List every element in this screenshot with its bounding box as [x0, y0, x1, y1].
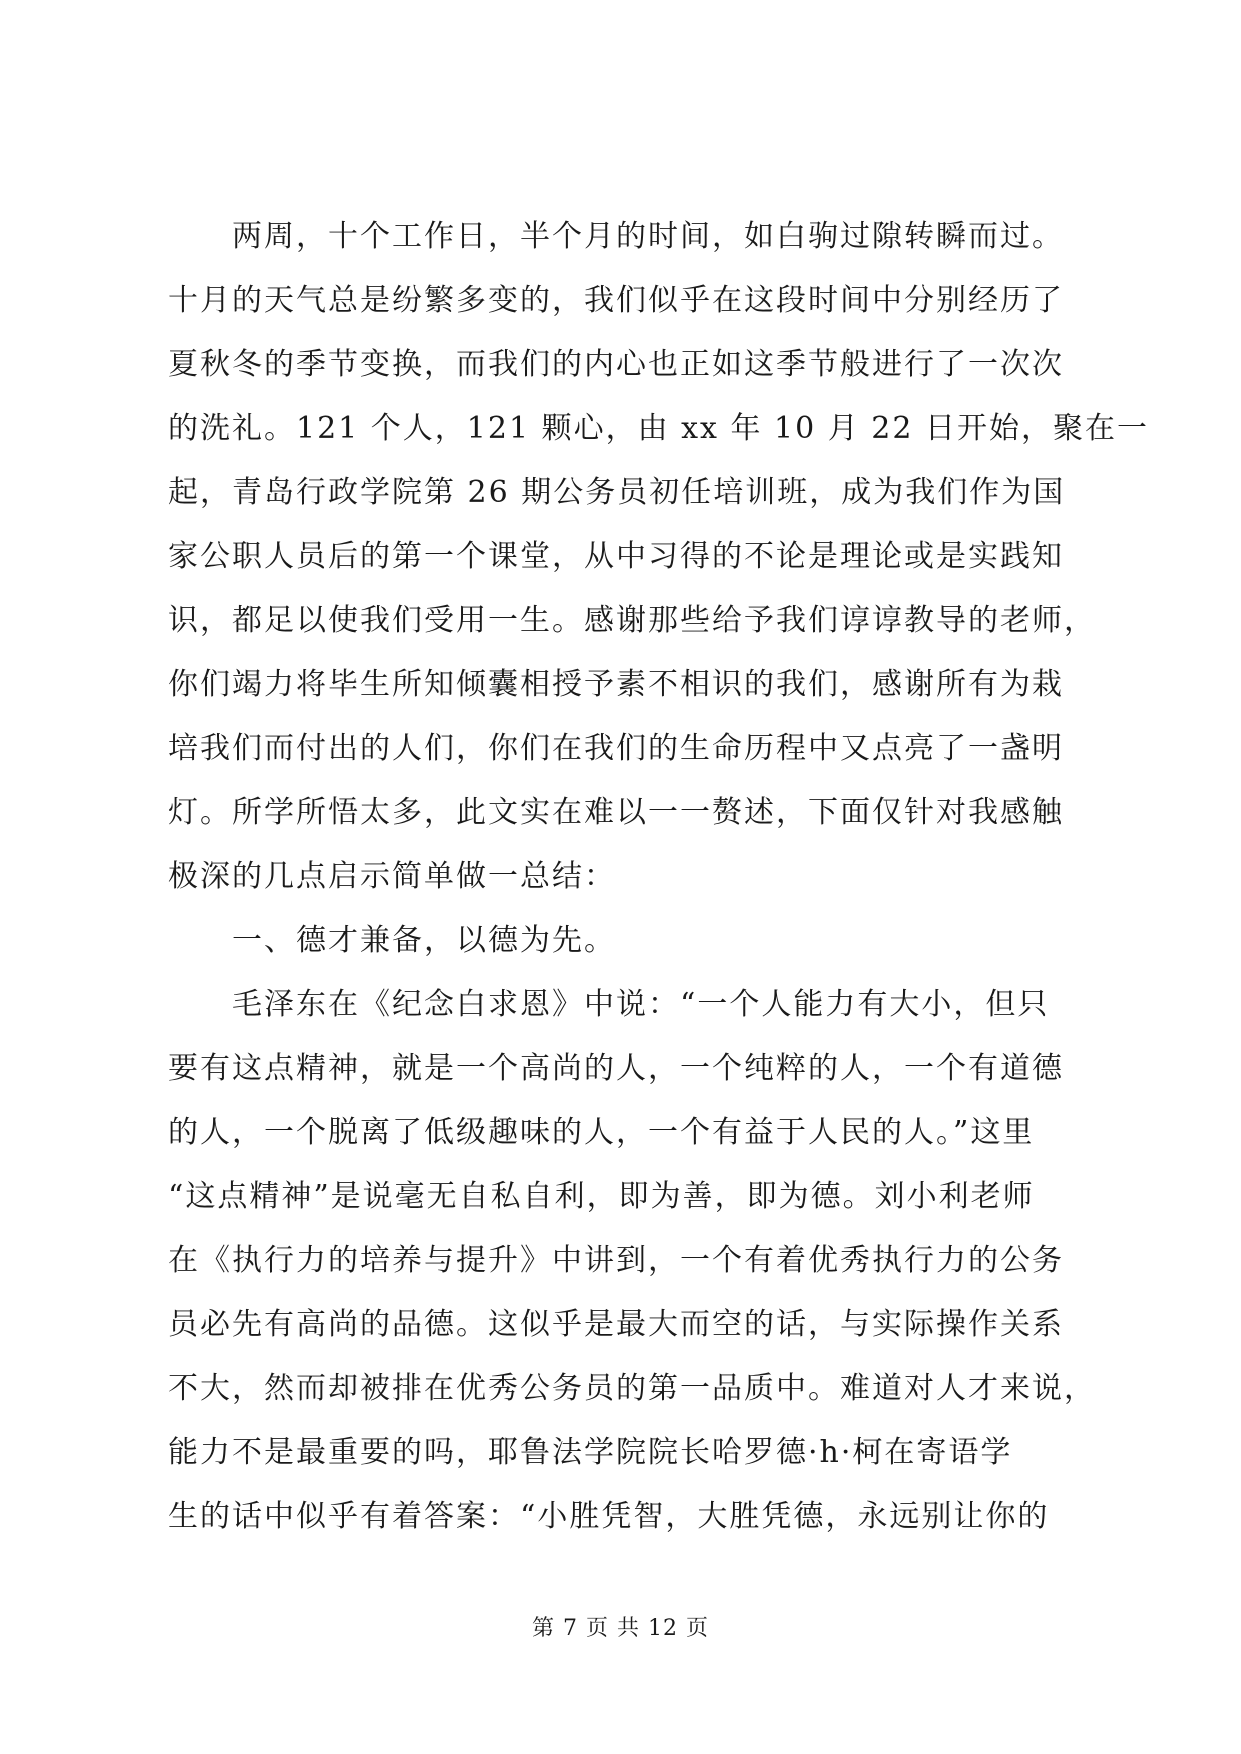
- text-line: 家公职人员后的第一个课堂，从中习得的不论是理论或是实践知: [168, 539, 1064, 574]
- text-line: 不大，然而却被排在优秀公务员的第一品质中。难道对人才来说，: [168, 1371, 1096, 1406]
- text-line: “这点精神”是说毫无自私自利，即为善，即为德。刘小利老师: [168, 1179, 1035, 1214]
- text-line: 起，青岛行政学院第 26 期公务员初任培训班，成为我们作为国: [168, 475, 1066, 510]
- text-line: 能力不是最重要的吗，耶鲁法学院院长哈罗德·h·柯在寄语学: [168, 1435, 1013, 1470]
- text-line: 识，都足以使我们受用一生。感谢那些给予我们谆谆教导的老师，: [168, 603, 1096, 638]
- text-line: 你们竭力将毕生所知倾囊相授予素不相识的我们，感谢所有为栽: [168, 667, 1064, 702]
- text-line: 毛泽东在《纪念白求恩》中说：“一个人能力有大小，但只: [232, 987, 1050, 1022]
- text-line: 灯。所学所悟太多，此文实在难以一一赘述，下面仅针对我感触: [168, 795, 1064, 830]
- text-line: 要有这点精神，就是一个高尚的人，一个纯粹的人，一个有道德: [168, 1051, 1064, 1086]
- text-line: 员必先有高尚的品德。这似乎是最大而空的话，与实际操作关系: [168, 1307, 1064, 1342]
- page-number: 第 7 页 共 12 页: [532, 1616, 709, 1641]
- text-line: 十月的天气总是纷繁多变的，我们似乎在这段时间中分别经历了: [168, 283, 1064, 318]
- section-heading: 一、德才兼备，以德为先。: [232, 923, 616, 958]
- body-text: [168, 205, 1149, 1549]
- text-line: 极深的几点启示简单做一总结：: [168, 859, 616, 894]
- text-line: 两周，十个工作日，半个月的时间，如白驹过隙转瞬而过。: [232, 219, 1064, 254]
- text-line: 的洗礼。121 个人，121 颗心，由 xx 年 10 月 22 日开始，聚在一: [168, 411, 1149, 446]
- text-line: 生的话中似乎有着答案：“小胜凭智，大胜凭德，永远别让你的: [168, 1499, 1050, 1534]
- text-line: 培我们而付出的人们，你们在我们的生命历程中又点亮了一盏明: [168, 731, 1064, 766]
- text-line: 的人，一个脱离了低级趣味的人，一个有益于人民的人。”这里: [168, 1115, 1035, 1150]
- text-line: 夏秋冬的季节变换，而我们的内心也正如这季节般进行了一次次: [168, 347, 1064, 382]
- text-line: 在《执行力的培养与提升》中讲到，一个有着优秀执行力的公务: [168, 1243, 1064, 1278]
